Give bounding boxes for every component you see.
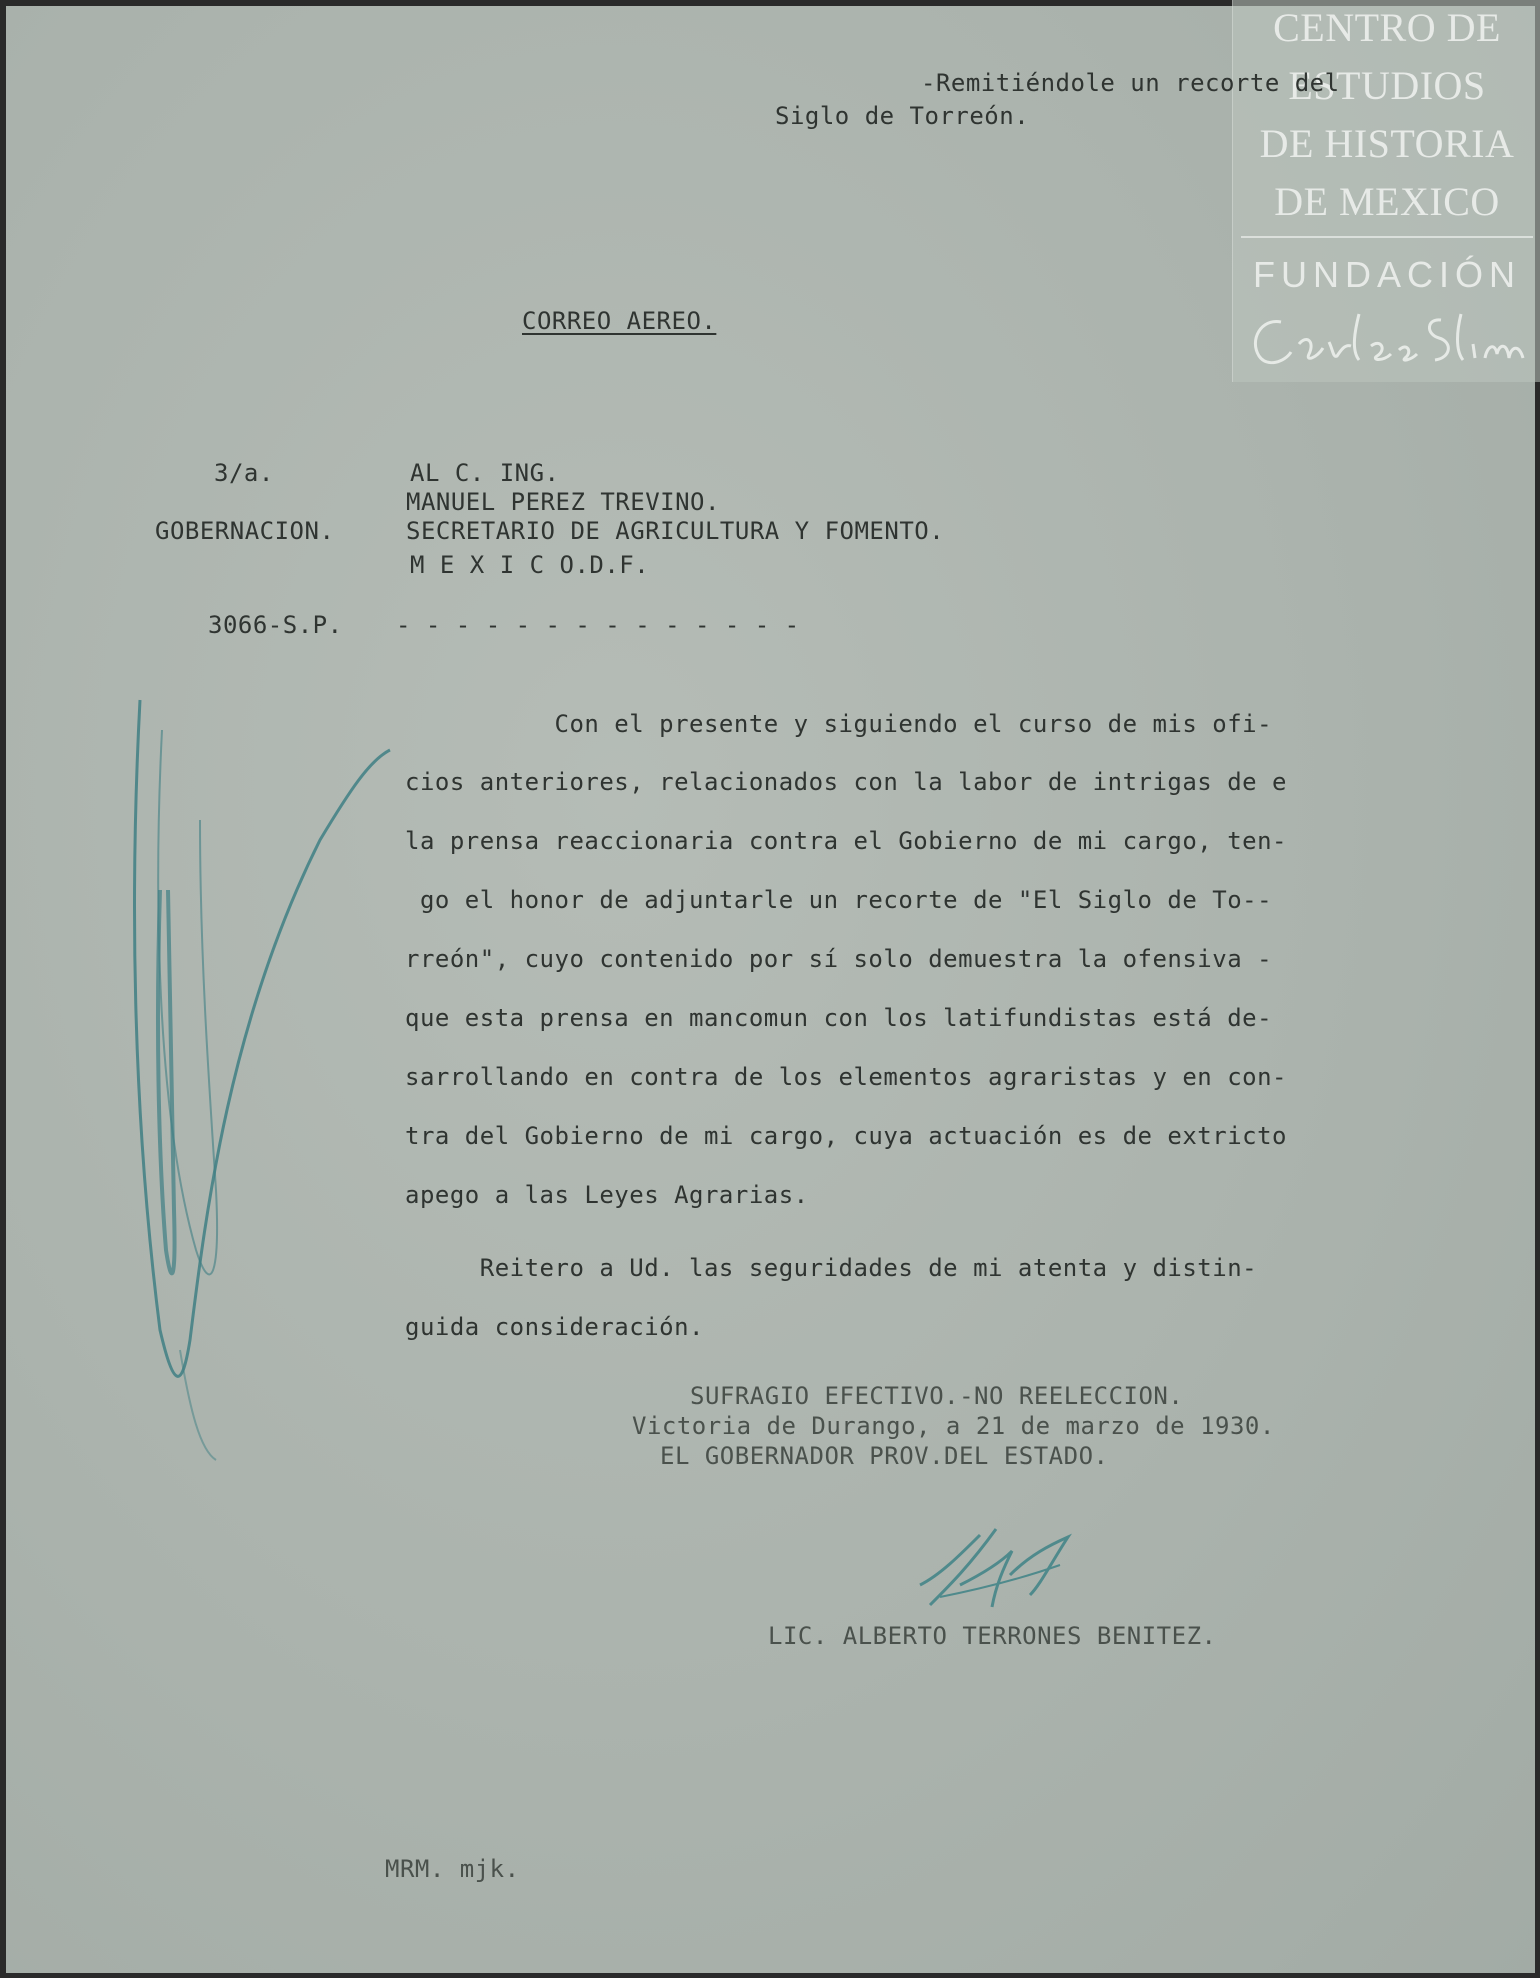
- recipient-salutation: AL C. ING.: [410, 459, 560, 487]
- pen-mark-icon: [120, 690, 420, 1470]
- body-line-5: rreón", cuyo contenido por sí solo demuestra la ofensiva -: [405, 945, 1273, 973]
- body-line-11: guida consideración.: [405, 1313, 704, 1341]
- watermark-line-1: CENTRO DE: [1273, 5, 1501, 50]
- scan-border-bottom: [0, 1973, 1540, 1978]
- recipient-city: M E X I C O.D.F.: [410, 551, 650, 579]
- archive-watermark: [1232, 0, 1540, 382]
- recipient-name: MANUEL PEREZ TREVINO.: [406, 488, 720, 516]
- body-line-7: sarrollando en contra de los elementos agraristas y en con-: [405, 1063, 1288, 1091]
- body-line-3: la prensa reaccionaria contra el Gobierno de mi cargo, ten-: [405, 827, 1288, 855]
- mail-type-heading: CORREO AEREO.: [522, 307, 717, 335]
- place-and-date: Victoria de Durango, a 21 de marzo de 1930.: [632, 1412, 1275, 1440]
- body-line-6: que esta prensa en mancomun con los latifundistas está de-: [405, 1004, 1273, 1032]
- scan-border-left: [0, 0, 6, 1978]
- file-number: 3066-S.P.: [208, 611, 343, 639]
- body-line-2: cios anteriores, relacionados con la labor de intrigas de e: [405, 768, 1288, 796]
- dash-separator: - - - - - - - - - - - - - -: [396, 611, 800, 639]
- body-line-9: apego a las Leyes Agrarias.: [405, 1181, 809, 1209]
- signatory-title: EL GOBERNADOR PROV.DEL ESTADO.: [660, 1442, 1109, 1470]
- office-code: 3/a.: [214, 459, 274, 487]
- watermark-signature-icon: [1241, 300, 1540, 380]
- department-code: GOBERNACION.: [155, 517, 335, 545]
- handwritten-signature-icon: [900, 1515, 1100, 1625]
- body-line-8: tra del Gobierno de mi cargo, cuya actuación es de extricto: [405, 1122, 1288, 1150]
- reference-line-2: Siglo de Torreón.: [775, 102, 1030, 130]
- watermark-line-3: DE HISTORIA: [1259, 121, 1515, 166]
- body-line-1: Con el presente y siguiendo el curso de mis ofi-: [405, 710, 1273, 738]
- watermark-line-2: ESTUDIOS: [1288, 63, 1486, 108]
- watermark-foundation: FUNDACIÓN: [1253, 254, 1521, 295]
- body-line-4: go el honor de adjuntarle un recorte de "El Siglo de To--: [405, 886, 1273, 914]
- motto: SUFRAGIO EFECTIVO.-NO REELECCION.: [690, 1382, 1184, 1410]
- body-line-10: Reitero a Ud. las seguridades de mi atenta y distin-: [405, 1254, 1258, 1282]
- typist-initials: MRM. mjk.: [385, 1855, 520, 1883]
- reference-line-1: -Remitiéndole un recorte del: [921, 69, 1340, 97]
- watermark-divider: [1241, 236, 1533, 238]
- watermark-line-4: DE MEXICO: [1274, 179, 1500, 224]
- recipient-title: SECRETARIO DE AGRICULTURA Y FOMENTO.: [406, 517, 945, 545]
- signatory-name: LIC. ALBERTO TERRONES BENITEZ.: [768, 1622, 1217, 1650]
